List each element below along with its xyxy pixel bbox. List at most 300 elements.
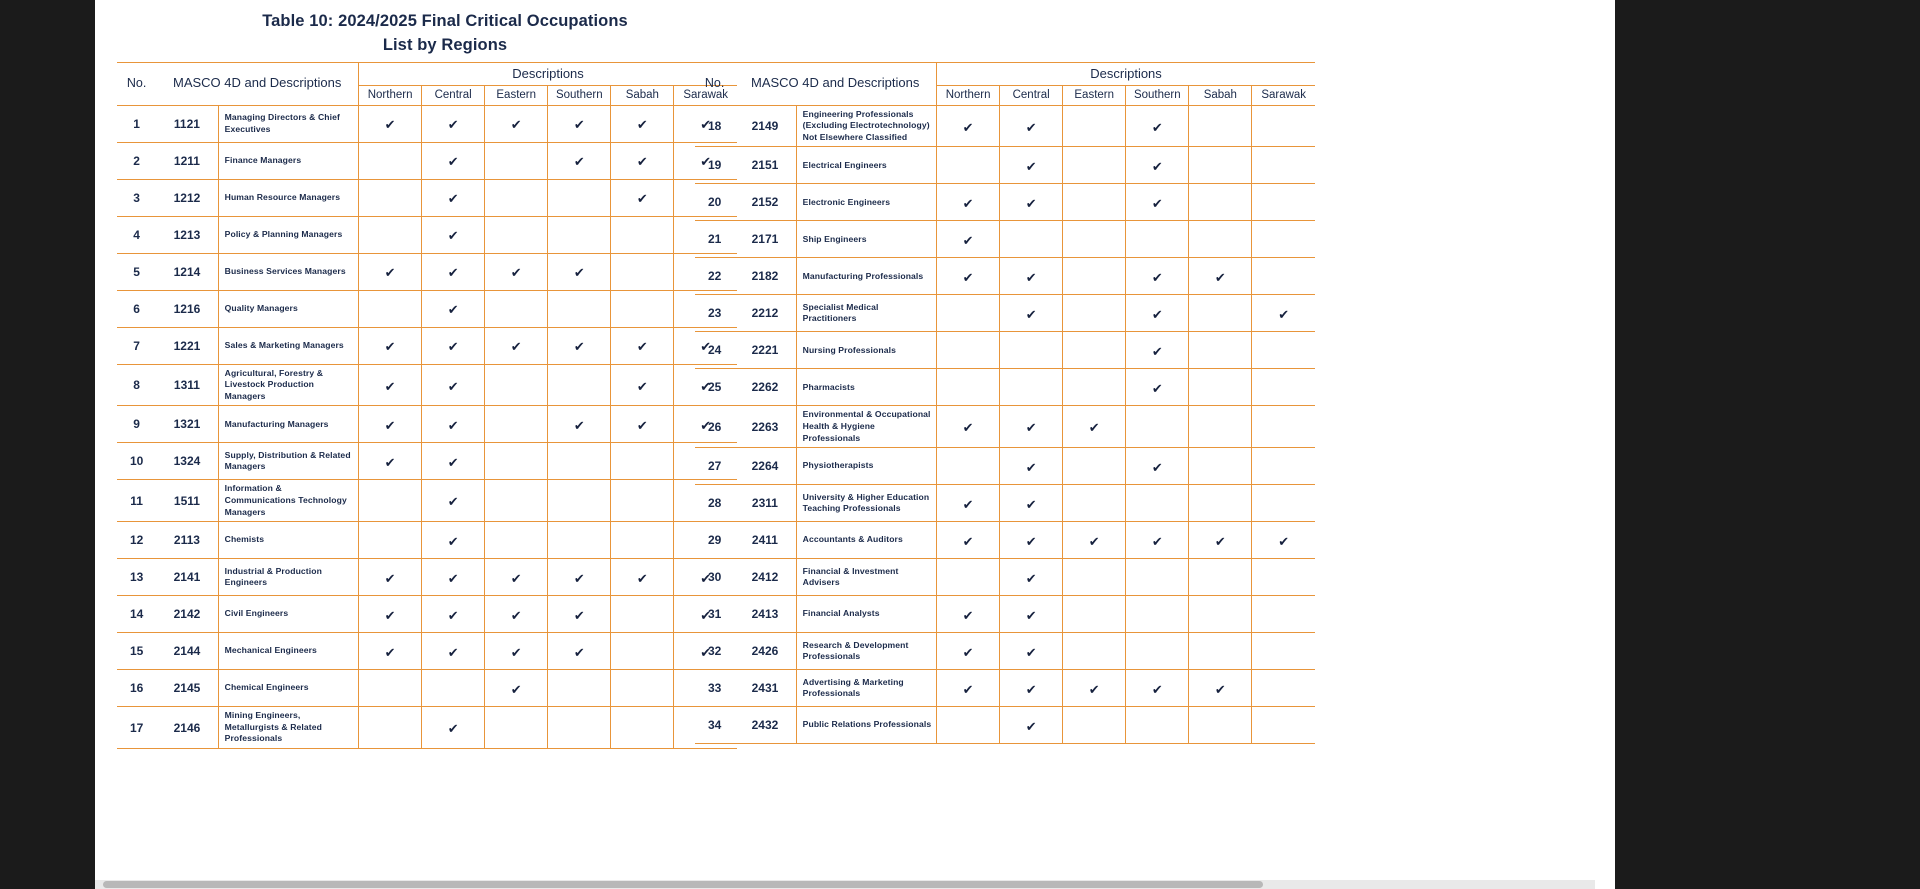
check-icon: ✔ <box>1025 533 1037 549</box>
occupation-description: Manufacturing Professionals <box>796 258 936 295</box>
region-cell-central <box>1000 221 1063 258</box>
table-row <box>695 670 1315 707</box>
region-cell-central <box>422 290 485 327</box>
occupation-description: Ship Engineers <box>796 221 936 258</box>
row-number: 27 <box>695 448 734 485</box>
region-cell-eastern <box>485 290 548 327</box>
region-cell-sabah <box>611 216 674 253</box>
table-row <box>695 258 1315 295</box>
row-number: 9 <box>117 406 156 443</box>
row-number: 19 <box>695 147 734 184</box>
row-number: 32 <box>695 633 734 670</box>
row-number: 25 <box>695 369 734 406</box>
check-icon: ✔ <box>447 570 459 586</box>
region-cell-central <box>422 253 485 290</box>
table-row <box>117 179 737 216</box>
region-cell-central <box>1000 406 1063 448</box>
occupation-description: Physiotherapists <box>796 448 936 485</box>
region-cell-eastern <box>485 522 548 559</box>
check-icon: ✔ <box>1025 119 1037 135</box>
region-cell-sabah <box>611 670 674 707</box>
region-cell-northern <box>937 406 1000 448</box>
region-cell-northern <box>937 670 1000 707</box>
region-cell-northern <box>359 707 422 749</box>
row-number: 23 <box>695 295 734 332</box>
region-cell-sabah <box>611 406 674 443</box>
region-cell-sabah <box>1189 147 1252 184</box>
table-row <box>695 522 1315 559</box>
region-cell-sabah <box>1189 448 1252 485</box>
region-cell-eastern <box>485 406 548 443</box>
table-row <box>695 633 1315 670</box>
masco-code: 1213 <box>156 216 218 253</box>
row-number: 21 <box>695 221 734 258</box>
region-cell-sarawak <box>1252 670 1315 707</box>
region-cell-central <box>422 364 485 406</box>
table-row <box>117 406 737 443</box>
check-icon: ✔ <box>510 265 522 281</box>
masco-code: 2264 <box>734 448 796 485</box>
region-cell-southern <box>548 364 611 406</box>
check-icon: ✔ <box>962 496 974 512</box>
row-number: 3 <box>117 179 156 216</box>
region-cell-southern <box>548 670 611 707</box>
check-icon: ✔ <box>700 339 712 355</box>
region-cell-northern <box>937 258 1000 295</box>
occupation-description: Quality Managers <box>218 290 358 327</box>
region-cell-central <box>1000 707 1063 744</box>
region-cell-southern <box>1126 406 1189 448</box>
masco-code: 1121 <box>156 105 218 142</box>
region-cell-southern <box>548 216 611 253</box>
region-cell-southern <box>548 522 611 559</box>
region-cell-northern <box>359 559 422 596</box>
occupation-description: Finance Managers <box>218 142 358 179</box>
region-cell-sarawak <box>1252 485 1315 522</box>
region-cell-eastern <box>1063 559 1126 596</box>
region-cell-eastern <box>1063 184 1126 221</box>
region-cell-northern <box>937 522 1000 559</box>
region-cell-southern <box>548 179 611 216</box>
masco-code: 2152 <box>734 184 796 221</box>
occupation-description: Business Services Managers <box>218 253 358 290</box>
region-cell-eastern <box>485 105 548 142</box>
region-cell-sarawak <box>1252 258 1315 295</box>
region-cell-central <box>422 522 485 559</box>
check-icon: ✔ <box>384 454 396 470</box>
region-cell-eastern <box>1063 258 1126 295</box>
row-number: 34 <box>695 707 734 744</box>
region-cell-central <box>1000 332 1063 369</box>
row-number: 28 <box>695 485 734 522</box>
region-cell-eastern <box>1063 332 1126 369</box>
check-icon: ✔ <box>636 154 648 170</box>
masco-code: 2149 <box>734 105 796 147</box>
region-cell-sabah <box>611 559 674 596</box>
region-cell-sarawak <box>1252 596 1315 633</box>
region-cell-southern <box>1126 559 1189 596</box>
check-icon: ✔ <box>573 117 585 133</box>
check-icon: ✔ <box>447 228 459 244</box>
region-cell-northern <box>359 480 422 522</box>
check-icon: ✔ <box>573 417 585 433</box>
masco-code: 2145 <box>156 670 218 707</box>
occupation-description: Chemists <box>218 522 358 559</box>
check-icon: ✔ <box>962 681 974 697</box>
table-row <box>117 633 737 670</box>
masco-code: 2412 <box>734 559 796 596</box>
table-row <box>117 480 737 522</box>
region-cell-central <box>422 443 485 480</box>
region-cell-sarawak <box>1252 221 1315 258</box>
header-region-northern-right: Northern <box>937 86 1000 105</box>
check-icon: ✔ <box>1151 306 1163 322</box>
occupation-description: Pharmacists <box>796 369 936 406</box>
check-icon: ✔ <box>700 378 712 394</box>
check-icon: ✔ <box>384 570 396 586</box>
check-icon: ✔ <box>510 339 522 355</box>
region-cell-sabah <box>1189 522 1252 559</box>
table-row <box>117 216 737 253</box>
region-cell-eastern <box>485 707 548 749</box>
region-cell-northern <box>359 105 422 142</box>
check-icon: ✔ <box>636 570 648 586</box>
check-icon: ✔ <box>447 494 459 510</box>
masco-code: 2146 <box>156 707 218 749</box>
region-cell-eastern <box>1063 633 1126 670</box>
region-cell-northern <box>937 596 1000 633</box>
masco-code: 1212 <box>156 179 218 216</box>
check-icon: ✔ <box>510 607 522 623</box>
table-row <box>695 332 1315 369</box>
region-cell-southern <box>548 105 611 142</box>
region-cell-sabah <box>1189 258 1252 295</box>
region-cell-northern <box>937 332 1000 369</box>
table-row <box>117 559 737 596</box>
check-icon: ✔ <box>1025 420 1037 436</box>
masco-code: 1324 <box>156 443 218 480</box>
region-cell-sabah <box>1189 559 1252 596</box>
row-number: 10 <box>117 443 156 480</box>
occupation-description: Specialist Medical Practitioners <box>796 295 936 332</box>
region-cell-northern <box>359 327 422 364</box>
region-cell-eastern <box>485 480 548 522</box>
check-icon: ✔ <box>510 681 522 697</box>
region-cell-eastern <box>485 253 548 290</box>
region-cell-central <box>1000 105 1063 147</box>
region-cell-sabah <box>1189 295 1252 332</box>
masco-code: 2171 <box>734 221 796 258</box>
region-cell-eastern <box>1063 596 1126 633</box>
occupations-table-left <box>117 62 737 749</box>
region-cell-sarawak <box>1252 369 1315 406</box>
check-icon: ✔ <box>962 119 974 135</box>
region-cell-northern <box>937 221 1000 258</box>
region-cell-eastern <box>485 216 548 253</box>
check-icon: ✔ <box>1151 195 1163 211</box>
region-cell-central <box>422 406 485 443</box>
region-cell-northern <box>937 633 1000 670</box>
row-number: 16 <box>117 670 156 707</box>
row-number: 26 <box>695 406 734 448</box>
check-icon: ✔ <box>1025 681 1037 697</box>
region-cell-central <box>422 633 485 670</box>
table-row <box>695 147 1315 184</box>
region-cell-northern <box>359 253 422 290</box>
header-no-right: No. <box>695 63 734 106</box>
check-icon: ✔ <box>636 417 648 433</box>
check-icon: ✔ <box>1025 195 1037 211</box>
region-cell-southern <box>548 253 611 290</box>
row-number: 11 <box>117 480 156 522</box>
region-cell-northern <box>359 596 422 633</box>
check-icon: ✔ <box>1151 533 1163 549</box>
region-cell-sarawak <box>1252 406 1315 448</box>
occupation-description: Financial & Investment Advisers <box>796 559 936 596</box>
region-cell-northern <box>937 448 1000 485</box>
document-page <box>95 0 1595 889</box>
check-icon: ✔ <box>1278 533 1290 549</box>
region-cell-eastern <box>1063 147 1126 184</box>
check-icon: ✔ <box>700 154 712 170</box>
occupation-description: Engineering Professionals (Excluding Electrotechnology) Not Elsewhere Classified <box>796 105 936 147</box>
check-icon: ✔ <box>700 417 712 433</box>
region-cell-northern <box>359 633 422 670</box>
check-icon: ✔ <box>573 154 585 170</box>
check-icon: ✔ <box>1151 119 1163 135</box>
region-cell-southern <box>1126 105 1189 147</box>
table-right <box>695 62 1315 744</box>
region-cell-eastern <box>485 327 548 364</box>
region-cell-sarawak <box>1252 184 1315 221</box>
row-number: 30 <box>695 559 734 596</box>
row-number: 8 <box>117 364 156 406</box>
region-cell-central <box>1000 369 1063 406</box>
check-icon: ✔ <box>447 454 459 470</box>
region-cell-southern <box>548 707 611 749</box>
title-line-2: List by Regions <box>382 35 508 54</box>
check-icon: ✔ <box>700 644 712 660</box>
check-icon: ✔ <box>384 417 396 433</box>
masco-code: 2141 <box>156 559 218 596</box>
region-cell-northern <box>937 707 1000 744</box>
masco-code: 2263 <box>734 406 796 448</box>
header-masco-right: MASCO 4D and Descriptions <box>734 63 936 106</box>
check-icon: ✔ <box>962 195 974 211</box>
region-cell-sabah <box>1189 369 1252 406</box>
region-cell-sarawak <box>1252 295 1315 332</box>
occupation-description: Information & Communications Technology Managers <box>218 480 358 522</box>
masco-code: 2151 <box>734 147 796 184</box>
check-icon: ✔ <box>573 265 585 281</box>
row-number: 6 <box>117 290 156 327</box>
region-cell-central <box>1000 448 1063 485</box>
occupation-description: Sales & Marketing Managers <box>218 327 358 364</box>
check-icon: ✔ <box>1151 343 1163 359</box>
region-cell-central <box>422 179 485 216</box>
region-cell-central <box>1000 485 1063 522</box>
masco-code: 1311 <box>156 364 218 406</box>
region-cell-eastern <box>1063 522 1126 559</box>
check-icon: ✔ <box>447 154 459 170</box>
region-cell-eastern <box>485 179 548 216</box>
table-row <box>117 522 737 559</box>
region-cell-central <box>1000 559 1063 596</box>
region-cell-northern <box>359 364 422 406</box>
table-row <box>117 596 737 633</box>
row-number: 5 <box>117 253 156 290</box>
occupation-description: Policy & Planning Managers <box>218 216 358 253</box>
check-icon: ✔ <box>1151 681 1163 697</box>
table-left <box>117 62 737 749</box>
region-cell-sarawak <box>1252 522 1315 559</box>
horizontal-scrollbar-thumb[interactable] <box>103 881 1263 888</box>
check-icon: ✔ <box>510 570 522 586</box>
check-icon: ✔ <box>447 378 459 394</box>
region-cell-southern <box>548 142 611 179</box>
check-icon: ✔ <box>1025 496 1037 512</box>
check-icon: ✔ <box>636 339 648 355</box>
region-cell-northern <box>359 443 422 480</box>
row-number: 31 <box>695 596 734 633</box>
occupations-table-right <box>695 62 1315 744</box>
region-cell-central <box>422 559 485 596</box>
table-row <box>695 559 1315 596</box>
table-row <box>117 253 737 290</box>
region-cell-southern <box>548 480 611 522</box>
check-icon: ✔ <box>573 644 585 660</box>
occupation-description: Nursing Professionals <box>796 332 936 369</box>
region-cell-sabah <box>611 707 674 749</box>
table-row <box>117 142 737 179</box>
table-left-body <box>117 105 737 748</box>
masco-code: 2432 <box>734 707 796 744</box>
row-number: 18 <box>695 105 734 147</box>
region-cell-eastern <box>1063 369 1126 406</box>
check-icon: ✔ <box>1151 380 1163 396</box>
row-number: 24 <box>695 332 734 369</box>
page-right-margin <box>1595 0 1615 889</box>
region-cell-central <box>1000 522 1063 559</box>
table-left-head <box>117 63 737 106</box>
region-cell-southern <box>1126 147 1189 184</box>
region-cell-northern <box>359 522 422 559</box>
region-cell-central <box>422 142 485 179</box>
region-cell-southern <box>1126 332 1189 369</box>
region-cell-sabah <box>611 522 674 559</box>
region-cell-sabah <box>1189 633 1252 670</box>
occupation-description: Public Relations Professionals <box>796 707 936 744</box>
occupation-description: Accountants & Auditors <box>796 522 936 559</box>
table-row <box>695 707 1315 744</box>
horizontal-scrollbar[interactable] <box>95 880 1595 889</box>
header-region-central-right: Central <box>1000 86 1063 105</box>
table-row <box>695 184 1315 221</box>
region-cell-central <box>1000 184 1063 221</box>
region-cell-southern <box>548 559 611 596</box>
check-icon: ✔ <box>962 607 974 623</box>
row-number: 33 <box>695 670 734 707</box>
masco-code: 1211 <box>156 142 218 179</box>
header-region-sarawak-left: Sarawak <box>674 86 737 105</box>
check-icon: ✔ <box>636 117 648 133</box>
check-icon: ✔ <box>447 644 459 660</box>
check-icon: ✔ <box>636 378 648 394</box>
region-cell-sabah <box>1189 332 1252 369</box>
header-region-sabah-left: Sabah <box>611 86 674 105</box>
masco-code: 1214 <box>156 253 218 290</box>
table-row <box>117 327 737 364</box>
check-icon: ✔ <box>962 269 974 285</box>
region-cell-southern <box>1126 707 1189 744</box>
region-cell-eastern <box>1063 707 1126 744</box>
masco-code: 1221 <box>156 327 218 364</box>
row-number: 12 <box>117 522 156 559</box>
check-icon: ✔ <box>1025 570 1037 586</box>
region-cell-sabah <box>1189 105 1252 147</box>
region-cell-sarawak <box>1252 707 1315 744</box>
occupation-description: Supply, Distribution & Related Managers <box>218 443 358 480</box>
table-row <box>695 485 1315 522</box>
region-cell-southern <box>1126 448 1189 485</box>
check-icon: ✔ <box>1025 718 1037 734</box>
table-row <box>695 221 1315 258</box>
table-row <box>117 364 737 406</box>
check-icon: ✔ <box>447 417 459 433</box>
region-cell-northern <box>937 559 1000 596</box>
region-cell-central <box>422 480 485 522</box>
occupation-description: Agricultural, Forestry & Livestock Production Managers <box>218 364 358 406</box>
header-region-central-left: Central <box>422 86 485 105</box>
region-cell-eastern <box>485 142 548 179</box>
row-number: 14 <box>117 596 156 633</box>
check-icon: ✔ <box>1025 269 1037 285</box>
row-number: 29 <box>695 522 734 559</box>
region-cell-central <box>422 707 485 749</box>
region-cell-southern <box>1126 184 1189 221</box>
region-cell-sabah <box>1189 184 1252 221</box>
check-icon: ✔ <box>1088 420 1100 436</box>
occupation-description: Industrial & Production Engineers <box>218 559 358 596</box>
region-cell-sabah <box>1189 485 1252 522</box>
check-icon: ✔ <box>447 117 459 133</box>
check-icon: ✔ <box>384 117 396 133</box>
region-cell-central <box>1000 633 1063 670</box>
region-cell-central <box>1000 295 1063 332</box>
check-icon: ✔ <box>573 339 585 355</box>
region-cell-eastern <box>1063 485 1126 522</box>
row-number: 7 <box>117 327 156 364</box>
row-number: 2 <box>117 142 156 179</box>
row-number: 4 <box>117 216 156 253</box>
masco-code: 2262 <box>734 369 796 406</box>
check-icon: ✔ <box>384 644 396 660</box>
row-number: 17 <box>117 707 156 749</box>
check-icon: ✔ <box>447 607 459 623</box>
header-region-eastern-right: Eastern <box>1063 86 1126 105</box>
check-icon: ✔ <box>962 644 974 660</box>
region-cell-sarawak <box>1252 633 1315 670</box>
region-cell-eastern <box>1063 670 1126 707</box>
region-cell-sabah <box>611 633 674 670</box>
region-cell-sabah <box>611 364 674 406</box>
table-row <box>695 448 1315 485</box>
region-cell-southern <box>548 633 611 670</box>
region-cell-sabah <box>611 480 674 522</box>
region-cell-eastern <box>1063 295 1126 332</box>
region-cell-central <box>1000 258 1063 295</box>
region-cell-southern <box>1126 596 1189 633</box>
